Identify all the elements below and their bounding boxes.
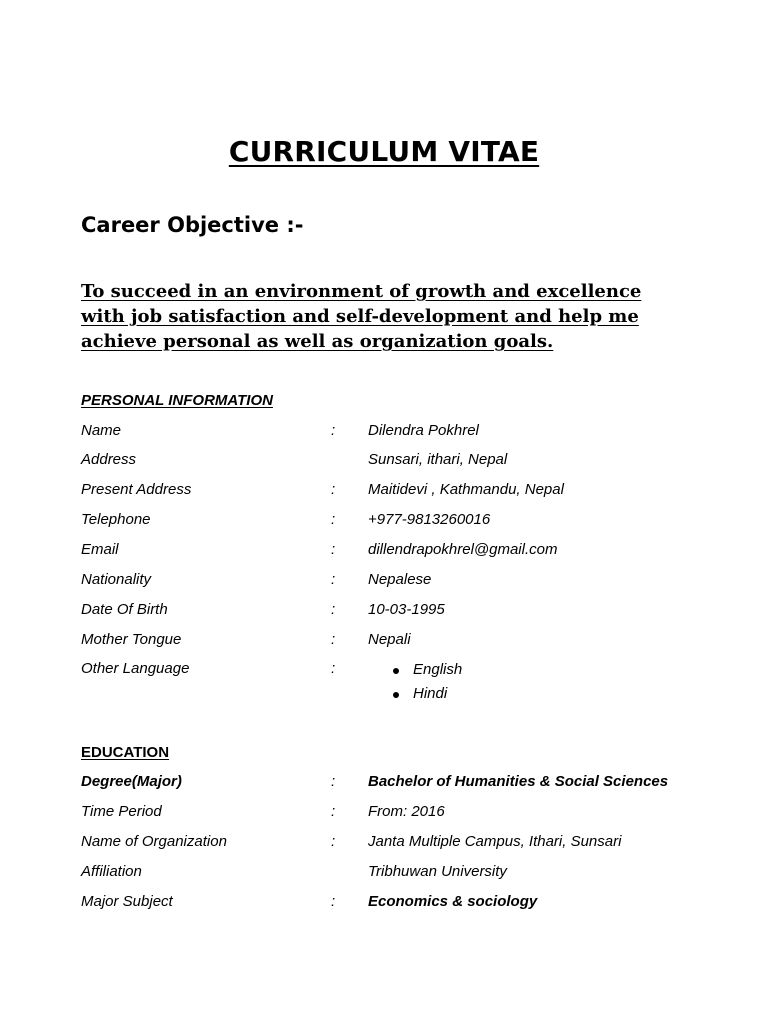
row-value: Nepali	[368, 631, 411, 648]
row-value: Dilendra Pokhrel	[368, 422, 479, 439]
row-colon: :	[331, 571, 336, 588]
row-label: Degree(Major)	[81, 773, 182, 790]
row-label: Other Language	[81, 660, 190, 677]
row-label: Address	[81, 451, 137, 468]
bullet-icon	[393, 692, 399, 698]
language-name: Hindi	[413, 685, 448, 702]
info-row-other-language	[0, 660, 768, 684]
edu-row-major-subject	[0, 893, 768, 917]
row-value: Economics & sociology	[368, 893, 538, 910]
page-title: CURRICULUM VITAE	[228, 135, 540, 168]
row-label: Time Period	[81, 803, 162, 820]
row-colon: :	[331, 511, 336, 528]
row-label: Nationality	[81, 571, 152, 588]
edu-row-degree	[0, 773, 768, 797]
edu-row-time-period	[0, 803, 768, 827]
row-value: Tribhuwan University	[368, 863, 507, 880]
info-row-mother-tongue	[0, 631, 768, 655]
row-value: Maitidevi , Kathmandu, Nepal	[368, 481, 564, 498]
bullet-icon	[393, 668, 399, 674]
row-value: Bachelor of Humanities & Social Sciences	[368, 773, 669, 790]
row-colon: :	[331, 660, 336, 677]
edu-row-organization	[0, 833, 768, 857]
edu-row-affiliation	[0, 863, 768, 887]
info-row-telephone	[0, 511, 768, 535]
row-label: Name of Organization	[81, 833, 227, 850]
row-colon: :	[331, 893, 336, 910]
info-row-present-address	[0, 481, 768, 505]
info-row-address	[0, 451, 768, 475]
row-colon: :	[331, 773, 336, 790]
info-row-date-of-birth	[0, 601, 768, 625]
row-colon: :	[331, 833, 336, 850]
info-row-name	[0, 422, 768, 446]
row-colon: :	[331, 481, 336, 498]
list-item	[385, 685, 462, 709]
row-colon: :	[331, 631, 336, 648]
row-label: Telephone	[81, 511, 151, 528]
row-value: From: 2016	[368, 803, 445, 820]
row-value: dillendrapokhrel@gmail.com	[368, 541, 558, 558]
list-item	[385, 661, 462, 685]
row-value: Sunsari, ithari, Nepal	[368, 451, 508, 468]
career-objective-text: To succeed in an environment of growth and excellence with job satisfaction and self-development and help me achieve personal as well as organization goals.	[81, 281, 642, 352]
row-label: Major Subject	[81, 893, 173, 910]
row-value: Janta Multiple Campus, Ithari, Sunsari	[368, 833, 622, 850]
row-colon: :	[331, 541, 336, 558]
row-label: Mother Tongue	[81, 631, 182, 648]
row-colon: :	[331, 422, 336, 439]
row-label: Present Address	[81, 481, 192, 498]
row-label: Affiliation	[81, 863, 142, 880]
language-name: English	[413, 661, 463, 678]
row-colon: :	[331, 803, 336, 820]
education-heading: EDUCATION	[81, 744, 170, 761]
career-objective-heading: Career Objective :-	[81, 213, 304, 237]
personal-info-heading: PERSONAL INFORMATION	[81, 392, 273, 409]
row-colon: :	[331, 601, 336, 618]
row-value: 10-03-1995	[368, 601, 445, 618]
info-row-nationality	[0, 571, 768, 595]
row-label: Name	[81, 422, 122, 439]
info-row-email	[0, 541, 768, 565]
row-value: Nepalese	[368, 571, 432, 588]
language-list	[385, 661, 462, 709]
row-label: Email	[81, 541, 119, 558]
row-value: +977-9813260016	[368, 511, 491, 528]
row-label: Date Of Birth	[81, 601, 168, 618]
